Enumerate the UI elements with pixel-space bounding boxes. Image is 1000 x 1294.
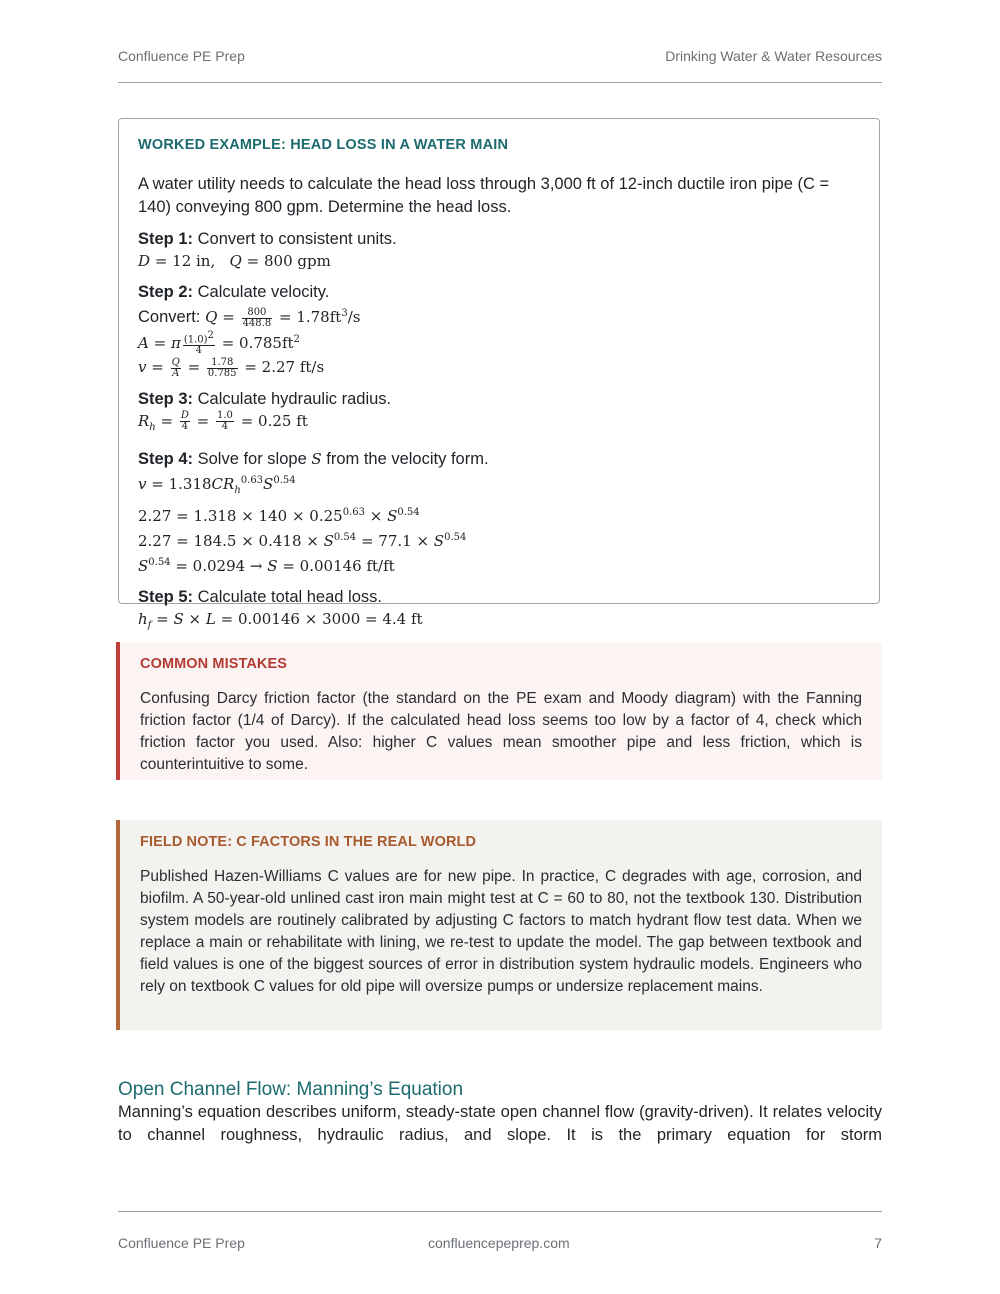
- step-2-equation-a: A = π $\frac{(1.0)^2}{4}$ = $0.785ft^2$: [138, 329, 300, 357]
- step-label: Step 4:: [138, 449, 194, 468]
- page-footer: [118, 1211, 882, 1252]
- step-3: [138, 388, 860, 439]
- step-4: Step 4: Solve for slope S from the velocity form. $v = 1.318CR_h^{0.63}S^{0.54}$ $2.27 = 1.318 \times 140 \times 0.25^{0.63} \times S^{0.54}$ $2.27 = 184.5 \times 0.418 \times S^{0.54} = 77.1 \times S^{0.54}$ $S^{0.54} = 0.0294 \to S = 0.00146$ ft/ft: [138, 448, 860, 577]
- step-5: [138, 586, 860, 637]
- page-header: [118, 46, 882, 83]
- callout-body: Published Hazen-Williams C values are for new pipe. In practice, C degrades with age, corrosion, and biofilm. A 50-year-old unlined cast iron main might test at C = 60 to 80, not the textbook 130. Distribution system models are routinely calibrated by adjusting C factors to match hydrant flow test data. When we replace a main or rehabilitate with lining, we re-test to update the model. The gap between textbook and field values is one of the biggest sources of error in distribution system hydraulic models. Engineers who rely on textbook C values for old pipe will oversize pumps or undersize replacement mains.: [140, 868, 862, 995]
- step-1-equation: D = 12 in, Q = 800 gpm: [138, 252, 331, 270]
- step-label: Step 3:: [138, 389, 194, 408]
- footer-brand: Confluence PE Prep: [118, 1235, 245, 1251]
- step-4-equation-1: $v = 1.318CR_h^{0.63}S^{0.54}$: [138, 474, 296, 496]
- step-2-equation-q: Convert: Q = $\frac{800}{448.8}$ = $1.78ft^3/s$: [138, 306, 361, 329]
- field-note-callout: [116, 820, 882, 1030]
- worked-example-box: [118, 118, 880, 631]
- step-1: [138, 228, 860, 272]
- step-4-equation-4: $S^{0.54} = 0.0294 \to S = 0.00146$ ft/ft: [138, 556, 395, 575]
- step-label: Step 2:: [138, 283, 194, 301]
- step-4-equation-3: $2.27 = 184.5 \times 0.418 \times S^{0.54} = 77.1 \times S^{0.54}$: [138, 531, 467, 550]
- worked-example-intro: A water utility needs to calculate the head loss through 3,000 ft of 12-inch ductile iron pipe (C = 140) conveying 800 gpm. Determine the head loss.: [138, 175, 830, 216]
- step-4-equation-2: $2.27 = 1.318 \times 140 \times 0.25^{0.63} \times S^{0.54}$: [138, 506, 420, 525]
- step-3-equation: $R_h$ = $\frac{D}{4}$ = $\frac{1.0}{4}$ = 0.25 ft: [138, 410, 308, 433]
- section-heading: Open Channel Flow: Manning’s Equation: [118, 1079, 464, 1100]
- callout-title: FIELD NOTE: C FACTORS IN THE REAL WORLD: [140, 834, 477, 850]
- header-brand: Confluence PE Prep: [118, 48, 245, 64]
- step-2: [138, 281, 860, 379]
- worked-example-title: WORKED EXAMPLE: HEAD LOSS IN A WATER MAIN: [138, 137, 509, 153]
- callout-accent-bar: [116, 642, 120, 780]
- callout-accent-bar: [116, 820, 120, 1030]
- step-label: Step 1:: [138, 230, 194, 248]
- footer-url[interactable]: confluencepeprep.com: [428, 1235, 570, 1251]
- step-text: Calculate hydraulic radius.: [197, 389, 392, 408]
- page-number: 7: [874, 1235, 882, 1251]
- section-paragraph: Manning’s equation describes uniform, steady-state open channel flow (gravity-driven). It relates velocity to channel roughness, hydraulic radius, and slope. It is the primary equation for storm: [118, 1103, 882, 1144]
- common-mistakes-callout: [116, 642, 882, 780]
- callout-title: COMMON MISTAKES: [140, 656, 288, 672]
- header-section: Drinking Water & Water Resources: [665, 48, 882, 64]
- step-5-equation: $h_f = S \times L = 0.00146 \times 3000 = 4.4$ ft: [138, 609, 423, 631]
- callout-body: Confusing Darcy friction factor (the standard on the PE exam and Moody diagram) with the Fanning friction factor (1/4 of Darcy). If the calculated head loss seems too low by a factor of 4, check which friction factor you used. Also: higher C values mean smoother pipe and less friction, which is counterintuitive to some.: [140, 690, 862, 773]
- step-text: Convert to consistent units.: [197, 230, 397, 248]
- step-text: Calculate total head loss.: [197, 587, 382, 606]
- step-2-equation-v: v = $\frac{Q}{A}$ = $\frac{1.78}{0.785}$ = 2.27 ft/s: [138, 356, 325, 379]
- step-label: Step 5:: [138, 587, 194, 606]
- step-text: Solve for slope: [197, 449, 307, 468]
- step-text: Calculate velocity.: [197, 283, 330, 301]
